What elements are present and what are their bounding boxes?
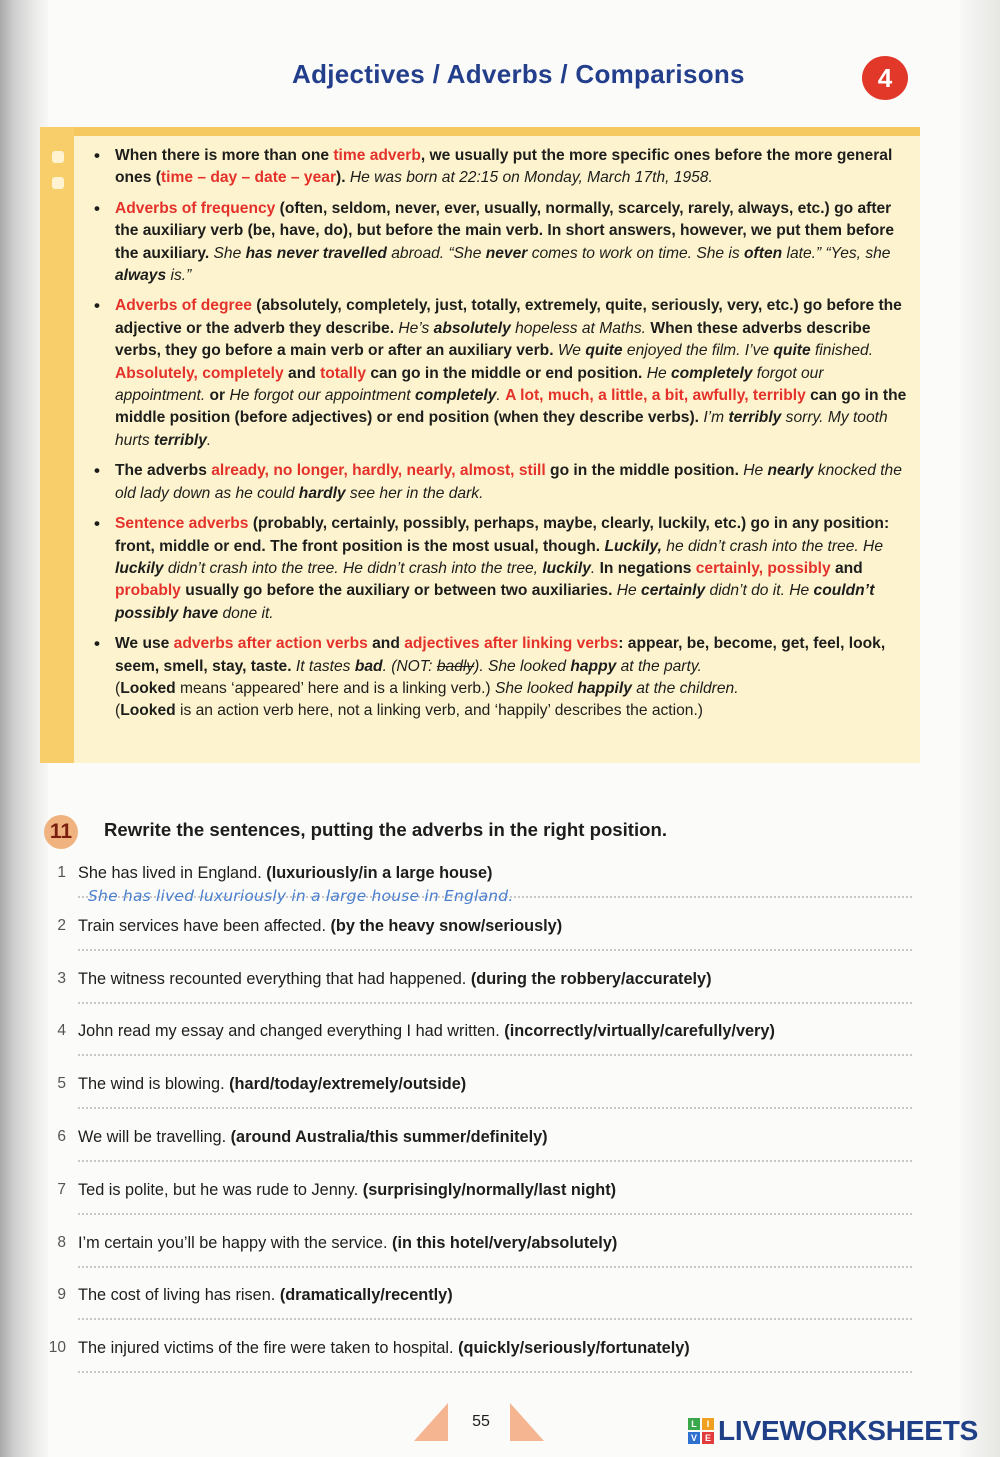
rule-example-emphasis: completely bbox=[670, 364, 753, 382]
rule-example: She looked bbox=[494, 679, 578, 697]
rule-highlight: certainly, possibly bbox=[695, 559, 831, 577]
logo-icon-tile: E bbox=[702, 1432, 714, 1444]
rule-example-emphasis: terribly bbox=[728, 409, 782, 427]
rule-degree-adverbs bbox=[92, 295, 912, 452]
rule-example: comes to work on time. She is bbox=[527, 244, 745, 262]
item-adverbs: (luxuriously/in a large house) bbox=[266, 864, 493, 882]
exercise-item bbox=[42, 970, 912, 1023]
item-adverbs: (during the robbery/accurately) bbox=[470, 969, 712, 988]
item-sentence bbox=[78, 1234, 617, 1253]
grammar-rules-box bbox=[40, 127, 920, 763]
rule-example: done it. bbox=[218, 604, 274, 622]
unit-number-badge: 4 bbox=[862, 56, 908, 100]
rule-example: I’m bbox=[699, 409, 729, 427]
rule-example-strikethrough: badly bbox=[436, 657, 475, 675]
item-number: 5 bbox=[57, 1075, 66, 1093]
rule-example: he didn’t crash into the tree. He bbox=[661, 537, 883, 555]
rule-text: (probably, certainly, possibly, perhaps, maybe, clearly, luckily, etc.) go in any position: front, middle or end. The front position is the most usual, though. bbox=[115, 515, 890, 555]
rule-example-emphasis: luckily bbox=[115, 559, 164, 577]
exercise-item bbox=[42, 1181, 912, 1234]
rule-example: knocked the old lady down as he could bbox=[115, 462, 902, 502]
rule-text: go in the middle position. bbox=[545, 462, 739, 480]
item-adverbs: (hard/today/extremely/outside) bbox=[229, 1075, 467, 1094]
item-sentence bbox=[78, 1022, 775, 1041]
rule-example-emphasis: never bbox=[485, 244, 528, 262]
logo-icon-tile: L bbox=[688, 1418, 700, 1430]
rule-example-emphasis: terribly bbox=[154, 431, 207, 449]
item-sentence bbox=[78, 1339, 690, 1358]
page-number: 55 bbox=[472, 1413, 490, 1430]
answer-line[interactable] bbox=[78, 1054, 912, 1056]
rule-example-emphasis: completely bbox=[414, 387, 497, 405]
rule-example: at the children. bbox=[631, 679, 739, 697]
item-sentence-text: The injured victims of the fire were taken to hospital. bbox=[78, 1339, 454, 1358]
rule-example: is.” bbox=[166, 267, 192, 285]
exercise-item bbox=[42, 917, 912, 970]
rule-text: We use bbox=[115, 635, 174, 653]
answer-line[interactable] bbox=[78, 1318, 912, 1320]
item-sentence bbox=[78, 864, 492, 883]
rule-example: hopeless at Maths. bbox=[510, 319, 647, 337]
rule-highlight: time – day – date – year bbox=[160, 169, 337, 187]
rule-example: see her in the dark. bbox=[345, 484, 484, 502]
rule-example: He’s bbox=[394, 319, 434, 337]
rule-text: and bbox=[283, 364, 321, 382]
rule-example: at the party. bbox=[616, 657, 702, 675]
item-number: 10 bbox=[48, 1339, 66, 1357]
rule-highlight: Adverbs of frequency bbox=[115, 199, 276, 217]
liveworksheets-logo-text: LIVEWORKSHEETS bbox=[718, 1415, 979, 1446]
rule-frequency-adverbs bbox=[92, 198, 912, 288]
liveworksheets-logo[interactable] bbox=[688, 1414, 978, 1448]
rule-example: She bbox=[209, 244, 246, 262]
rule-text: (often, seldom, never, ever, usually, normally, scarcely, rarely, always, etc.) go after the auxiliary verb (be, have, do), but before the main verb. In short answers, however, we put them before the auxiliary. bbox=[115, 199, 895, 262]
rule-example: . (NOT: bbox=[382, 657, 437, 675]
item-sentence bbox=[78, 1075, 466, 1094]
rule-example: didn’t do it. He bbox=[705, 582, 814, 600]
item-number: 3 bbox=[57, 969, 66, 987]
item-sentence-text: John read my essay and changed everything I had written. bbox=[78, 1022, 500, 1041]
rule-example: He was born at 22:15 on Monday, March 17th, 1958. bbox=[345, 169, 713, 187]
rule-text: is an action verb here, not a linking verb, and ‘happily’ describes the action.) bbox=[175, 702, 703, 720]
item-number: 9 bbox=[57, 1286, 66, 1304]
right-page-arrow-icon bbox=[510, 1403, 544, 1441]
strip-dot bbox=[52, 151, 64, 163]
rule-example-emphasis: Luckily, bbox=[600, 537, 662, 555]
item-adverbs: (by the heavy snow/seriously) bbox=[330, 916, 563, 935]
exercise-item bbox=[42, 1022, 912, 1075]
rule-highlight: totally bbox=[320, 364, 366, 382]
exercise-item bbox=[42, 1234, 912, 1287]
rule-example-emphasis: always bbox=[115, 267, 167, 285]
rule-text: In negations bbox=[595, 559, 696, 577]
rule-time-adverbs bbox=[92, 145, 912, 190]
rule-text: (absolutely, completely, just, totally, extremely, quite, seriously, very, etc.) go before the adjective or the adverb they describe. bbox=[115, 297, 902, 337]
rule-text: ). bbox=[336, 169, 346, 187]
rule-highlight: Absolutely, completely bbox=[115, 364, 284, 382]
rule-example-emphasis: couldn’t possibly have bbox=[115, 582, 875, 622]
exercise-item bbox=[42, 1286, 912, 1339]
exercise-item bbox=[42, 1128, 912, 1181]
rule-text: When there is more than one bbox=[115, 147, 334, 164]
rule-example: abroad. “She bbox=[386, 244, 486, 262]
rule-highlight: Adverbs of degree bbox=[115, 297, 252, 315]
rule-example: We bbox=[553, 342, 586, 360]
exercise-item bbox=[42, 1075, 912, 1128]
rule-example-emphasis: happily bbox=[577, 679, 632, 697]
rule-highlight: adverbs after action verbs bbox=[173, 635, 368, 653]
item-sentence bbox=[78, 1128, 548, 1147]
answer-text[interactable]: She has lived luxuriously in a large house in England. bbox=[88, 887, 514, 905]
answer-line[interactable] bbox=[78, 1160, 912, 1162]
rule-example: He bbox=[612, 582, 642, 600]
item-adverbs: (dramatically/recently) bbox=[279, 1286, 453, 1305]
rule-example-emphasis: absolutely bbox=[433, 319, 511, 337]
rule-text: means ‘appeared’ here and is a linking verb.) bbox=[175, 679, 495, 697]
rule-example-emphasis: has never travelled bbox=[245, 244, 387, 262]
item-sentence-text: Train services have been affected. bbox=[78, 916, 326, 935]
answer-line[interactable] bbox=[78, 1107, 912, 1109]
item-sentence-text: She has lived in England. bbox=[78, 864, 262, 882]
rule-example: ). She looked bbox=[474, 657, 571, 675]
left-page-arrow-icon bbox=[414, 1403, 448, 1441]
item-adverbs: (in this hotel/very/absolutely) bbox=[392, 1233, 618, 1252]
rule-text: and bbox=[367, 635, 405, 653]
item-sentence bbox=[78, 1181, 616, 1200]
answer-line[interactable] bbox=[78, 1371, 912, 1373]
rule-text: or bbox=[205, 387, 230, 405]
answer-line[interactable] bbox=[78, 1213, 912, 1215]
rule-text: can go in the middle or end position. bbox=[366, 364, 643, 382]
answer-line[interactable] bbox=[78, 949, 912, 951]
rule-text: can go in the middle position (before adjectives) or end position (when they describe verbs). bbox=[115, 387, 907, 427]
rule-example: He forgot our appointment bbox=[229, 387, 415, 405]
rule-example: . bbox=[590, 559, 596, 577]
strip-dot bbox=[52, 177, 64, 189]
rule-text: and bbox=[830, 559, 863, 577]
page-title: Adjectives / Adverbs / Comparisons bbox=[292, 59, 745, 89]
rule-example: He bbox=[642, 364, 671, 382]
item-number: 6 bbox=[57, 1127, 66, 1145]
rule-highlight: Sentence adverbs bbox=[115, 515, 249, 533]
rule-text: When these adverbs describe verbs, they go before a main verb or after an auxiliary verb. bbox=[115, 319, 871, 360]
rule-text: The adverbs bbox=[115, 462, 212, 480]
rule-example-emphasis: often bbox=[744, 244, 783, 262]
item-sentence-text: Ted is polite, but he was rude to Jenny. bbox=[78, 1180, 359, 1199]
answer-line[interactable] bbox=[78, 1266, 912, 1268]
rule-example: finished. bbox=[810, 342, 874, 360]
item-sentence-text: We will be travelling. bbox=[78, 1127, 227, 1146]
item-sentence-text: The cost of living has risen. bbox=[78, 1286, 276, 1305]
rule-text: ( bbox=[115, 702, 121, 720]
item-number: 8 bbox=[57, 1233, 66, 1251]
rule-example-emphasis: certainly bbox=[641, 582, 706, 600]
rule-example: forgot our appointment. bbox=[115, 364, 824, 405]
exercise-instruction: Rewrite the sentences, putting the adverbs in the right position. bbox=[104, 819, 668, 840]
rule-example-emphasis: quite bbox=[585, 342, 623, 360]
logo-icon-tile: V bbox=[688, 1432, 700, 1444]
item-adverbs: (incorrectly/virtually/carefully/very) bbox=[504, 1022, 775, 1041]
rule-text: ( bbox=[115, 679, 121, 697]
item-sentence-text: The witness recounted everything that had happened. bbox=[78, 969, 467, 988]
rule-example: He bbox=[738, 462, 768, 480]
rule-text-bold: Looked bbox=[120, 702, 176, 720]
rule-highlight: time adverb bbox=[333, 147, 421, 164]
rule-highlight: A lot, much, a little, a bit, awfully, terribly bbox=[505, 387, 806, 405]
item-number: 1 bbox=[57, 864, 66, 881]
rule-example: late.” “Yes, she bbox=[782, 244, 891, 262]
exercise-items bbox=[42, 864, 912, 1392]
rule-example-emphasis: quite bbox=[773, 342, 811, 360]
rule-example-emphasis: hardly bbox=[298, 484, 346, 502]
item-sentence bbox=[78, 1286, 453, 1305]
exercise-item bbox=[42, 1339, 912, 1392]
box-top-band bbox=[40, 127, 920, 136]
rule-highlight: adjectives after linking verbs bbox=[404, 635, 619, 653]
rule-text-bold: Looked bbox=[120, 679, 176, 697]
rule-example-emphasis: happy bbox=[570, 657, 617, 675]
answer-line[interactable] bbox=[78, 1002, 912, 1004]
item-adverbs: (around Australia/this summer/definitely) bbox=[230, 1127, 548, 1146]
rule-example: It tastes bbox=[291, 657, 355, 675]
item-number: 2 bbox=[57, 916, 66, 934]
rule-example-emphasis: bad bbox=[354, 657, 383, 675]
item-sentence-text: The wind is blowing. bbox=[78, 1075, 225, 1094]
box-side-strip bbox=[40, 127, 74, 763]
rule-text: : appear, be, become, get, feel, look, seem, smell, stay, taste. bbox=[115, 635, 886, 675]
rule-example: enjoyed the film. I’ve bbox=[622, 342, 774, 360]
page-edge-shadow bbox=[960, 0, 1000, 1457]
rule-sentence-adverbs bbox=[92, 513, 912, 625]
rule-highlight: already, no longer, hardly, nearly, almost, still bbox=[211, 462, 546, 480]
item-adverbs: (surprisingly/normally/last night) bbox=[362, 1180, 617, 1199]
liveworksheets-logo-icon bbox=[688, 1418, 714, 1444]
rule-example-emphasis: nearly bbox=[767, 462, 814, 480]
item-adverbs: (quickly/seriously/fortunately) bbox=[458, 1339, 690, 1358]
item-sentence bbox=[78, 917, 562, 936]
rule-middle-position-adverbs bbox=[92, 460, 912, 505]
rule-example: . bbox=[206, 431, 212, 449]
rule-highlight: probably bbox=[115, 582, 181, 600]
rule-example: didn’t crash into the tree. He didn’t crash into the tree, bbox=[163, 559, 543, 577]
exercise-number-badge: 11 bbox=[44, 815, 78, 849]
item-number: 4 bbox=[57, 1022, 66, 1040]
rule-text: , we usually put the more specific ones before the more general ones ( bbox=[115, 147, 893, 187]
rule-action-linking-verbs bbox=[92, 633, 912, 723]
grammar-rules-list bbox=[92, 145, 912, 731]
exercise-item bbox=[42, 864, 912, 917]
item-sentence-text: I’m certain you’ll be happy with the service. bbox=[78, 1233, 388, 1252]
logo-icon-tile: I bbox=[702, 1418, 714, 1430]
rule-example: . bbox=[496, 387, 506, 405]
rule-example: sorry. My tooth hurts bbox=[115, 409, 888, 449]
rule-example-emphasis: luckily bbox=[542, 559, 591, 577]
item-number: 7 bbox=[57, 1180, 66, 1198]
rule-text: usually go before the auxiliary or between two auxiliaries. bbox=[180, 582, 613, 600]
item-sentence bbox=[78, 970, 712, 989]
